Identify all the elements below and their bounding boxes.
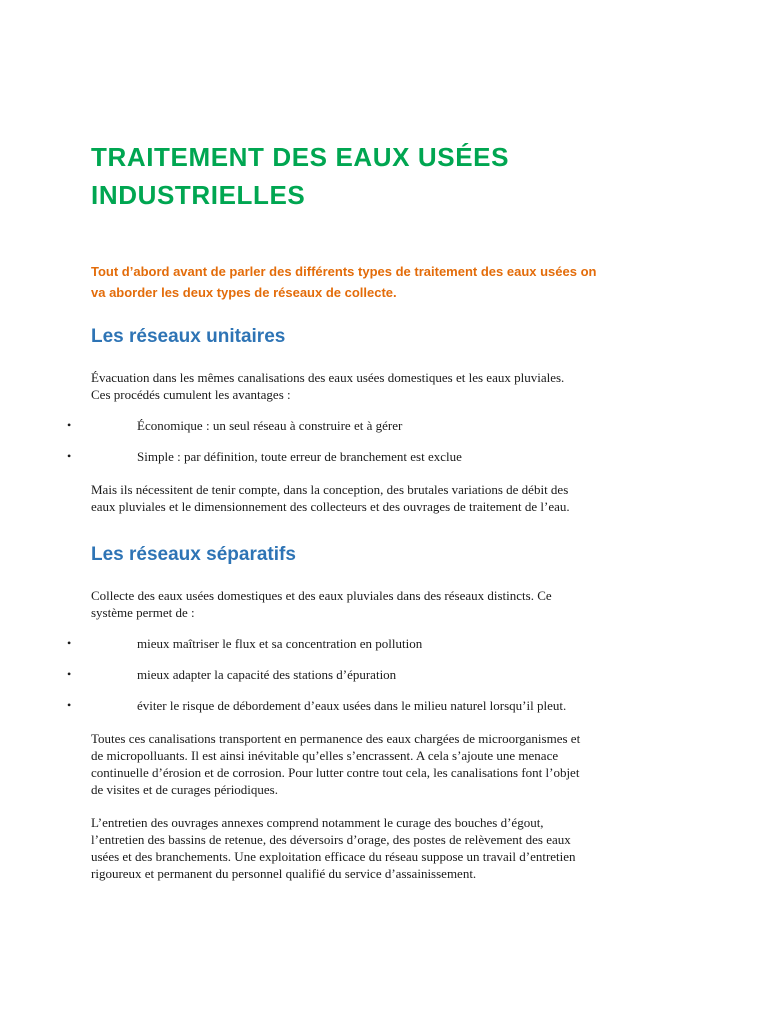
unitaires-conclusion-line-2: eaux pluviales et le dimensionnement des collecteurs et des ouvrages de traitement de l’eau.	[91, 499, 570, 514]
intro-line-2: va aborder les deux types de réseaux de collecte.	[91, 285, 397, 300]
intro-line-1: Tout d’abord avant de parler des différents types de traitement des eaux usées on	[91, 264, 597, 279]
paragraph-line: usées et des branchements. Une exploitation efficace du réseau suppose un travail d’entretien	[91, 849, 576, 864]
heading-reseaux-unitaires: Les réseaux unitaires	[91, 326, 286, 347]
bullet-icon: •	[67, 698, 72, 712]
list-item-text: Économique : un seul réseau à construire et à gérer	[137, 418, 403, 433]
heading-reseaux-separatifs: Les réseaux séparatifs	[91, 544, 296, 565]
unitaires-description-line-2: Ces procédés cumulent les avantages :	[91, 387, 291, 402]
document-title-line-2: INDUSTRIELLES	[91, 180, 306, 210]
list-item	[67, 417, 691, 434]
list-item	[67, 697, 691, 714]
unitaires-description-line-1: Évacuation dans les mêmes canalisations des eaux usées domestiques et les eaux pluviales.	[91, 370, 565, 385]
paragraph-line: l’entretien des bassins de retenue, des déversoirs d’orage, des postes de relèvement des eaux	[91, 832, 571, 847]
paragraph-line: continuelle d’érosion et de corrosion. Pour lutter contre tout cela, les canalisations font l’objet	[91, 765, 580, 780]
list-item-text: mieux maîtriser le flux et sa concentration en pollution	[137, 636, 423, 651]
list-item-text: éviter le risque de débordement d’eaux usées dans le milieu naturel lorsqu’il pleut.	[137, 698, 567, 713]
separatifs-paragraph-maintenance	[91, 730, 691, 798]
paragraph-line: de micropolluants. Il est ainsi inévitable qu’elles s’encrassent. A cela s’ajoute une menace	[91, 748, 559, 763]
document-title	[91, 138, 691, 214]
unitaires-description	[91, 369, 691, 403]
unitaires-conclusion	[91, 481, 691, 515]
separatifs-description-line-1: Collecte des eaux usées domestiques et des eaux pluviales dans des réseaux distincts. Ce	[91, 588, 552, 603]
list-item-text: mieux adapter la capacité des stations d’épuration	[137, 667, 397, 682]
unitaires-advantages-list	[67, 417, 691, 465]
list-item	[67, 666, 691, 683]
list-item	[67, 635, 691, 652]
list-item	[67, 448, 691, 465]
bullet-icon: •	[67, 418, 72, 432]
bullet-icon: •	[67, 449, 72, 463]
separatifs-paragraph-entretien	[91, 814, 691, 882]
document-page	[67, 138, 691, 882]
unitaires-conclusion-line-1: Mais ils nécessitent de tenir compte, dans la conception, des brutales variations de débit des	[91, 482, 569, 497]
separatifs-benefits-list	[67, 635, 691, 714]
bullet-icon: •	[67, 636, 72, 650]
intro-paragraph	[91, 261, 691, 303]
paragraph-line: Toutes ces canalisations transportent en permanence des eaux chargées de microorganismes et	[91, 731, 581, 746]
list-item-text: Simple : par définition, toute erreur de branchement est exclue	[137, 449, 462, 464]
separatifs-description-line-2: système permet de :	[91, 605, 195, 620]
paragraph-line: rigoureux et permanent du personnel qualifié du service d’assainissement.	[91, 866, 477, 881]
document-title-line-1: TRAITEMENT DES EAUX USÉES	[91, 142, 510, 172]
separatifs-description	[91, 587, 691, 621]
paragraph-line: de visites et de curages périodiques.	[91, 782, 278, 797]
bullet-icon: •	[67, 667, 72, 681]
paragraph-line: L’entretien des ouvrages annexes comprend notamment le curage des bouches d’égout,	[91, 815, 544, 830]
